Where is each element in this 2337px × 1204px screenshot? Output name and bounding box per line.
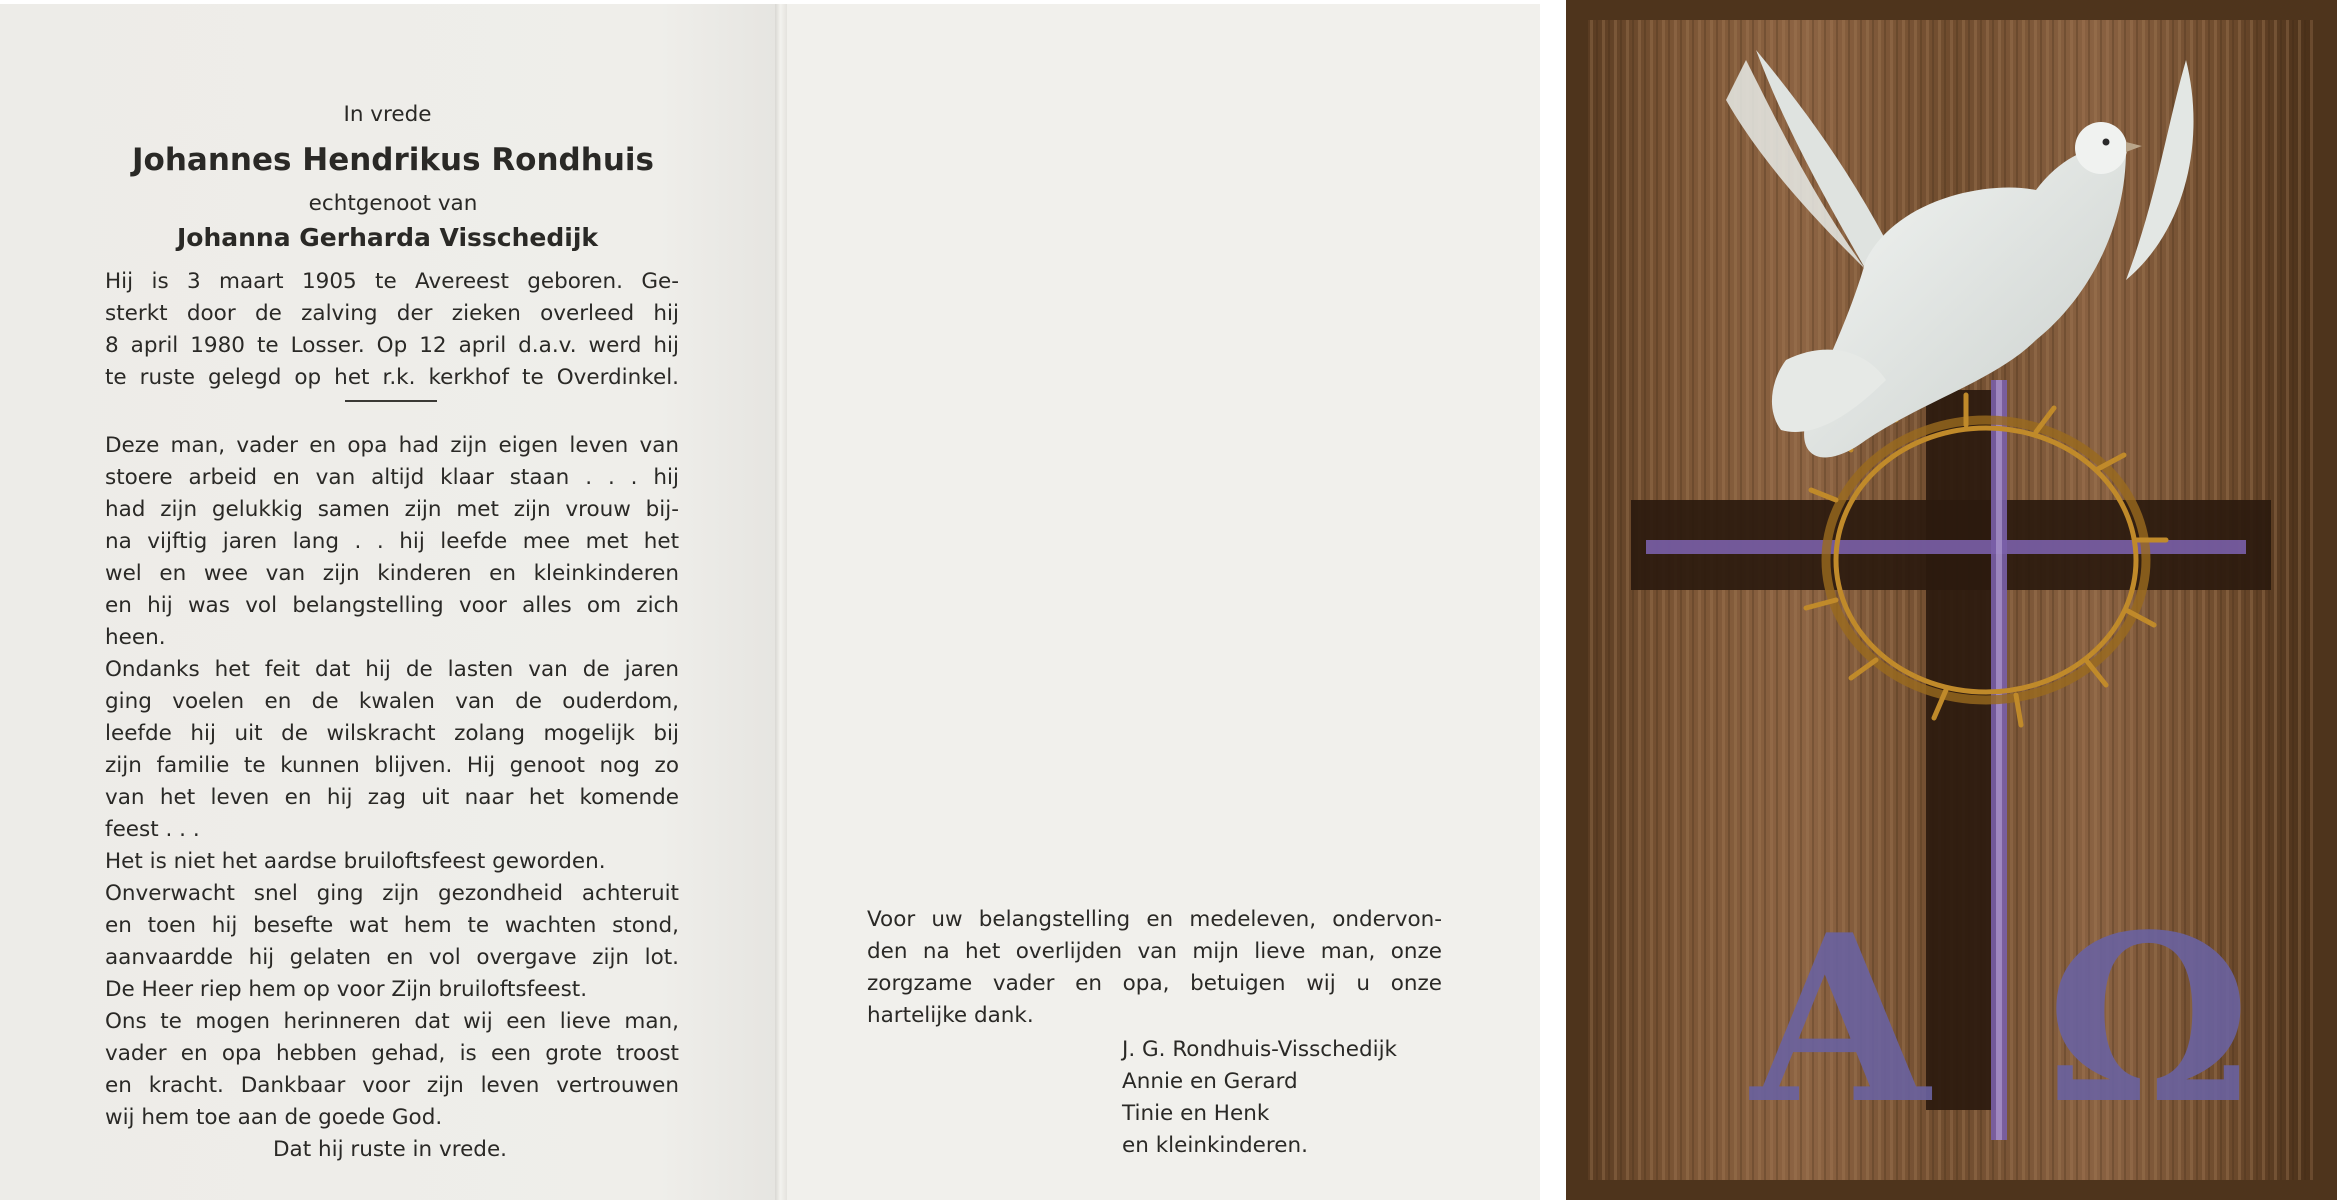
body-line-9: ging voelen en de kwalen van de ouderdom, xyxy=(105,689,679,714)
body-line-18: De Heer riep hem op voor Zijn bruiloftsfeest. xyxy=(105,977,588,1002)
body-line-22: wij hem toe aan de goede God. xyxy=(105,1105,443,1130)
bio-line-3: 8 april 1980 te Losser. Op 12 april d.a.v. werd hij xyxy=(105,333,679,358)
divider-line xyxy=(345,400,437,402)
thanks-line-2: den na het overlijden van mijn lieve man, onze xyxy=(867,939,1442,964)
bio-line-1: Hij is 3 maart 1905 te Avereest geboren. Ge- xyxy=(105,269,679,294)
bio-line-2: sterkt door de zalving der zieken overleed hij xyxy=(105,301,679,326)
body-line-13: feest . . . xyxy=(105,817,200,842)
deceased-name: Johannes Hendrikus Rondhuis xyxy=(132,142,654,178)
body-line-3: had zijn gelukkig samen zijn met zijn vrouw bij- xyxy=(105,497,679,522)
body-line-10: leefde hij uit de wilskracht zolang mogelijk bij xyxy=(105,721,679,746)
alpha-symbol: A xyxy=(1751,885,1930,1155)
artwork-svg xyxy=(1566,0,2337,1200)
body-line-6: en hij was vol belangstelling voor alles om zich xyxy=(105,593,679,618)
closing-text: Dat hij ruste in vrede. xyxy=(272,1137,508,1162)
body-line-2: stoere arbeid en van altijd klaar staan . . . hij xyxy=(105,465,679,490)
thanks-line-3: zorgzame vader en opa, betuigen wij u onze xyxy=(867,971,1442,996)
body-line-17: aanvaardde hij gelaten en vol overgave zijn lot. xyxy=(105,945,679,970)
body-line-7: heen. xyxy=(105,625,166,650)
thanks-line-4: hartelijke dank. xyxy=(867,1003,1034,1028)
signature-2: Annie en Gerard xyxy=(1122,1069,1298,1094)
signature-3: Tinie en Henk xyxy=(1122,1101,1270,1126)
body-line-14: Het is niet het aardse bruiloftsfeest geworden. xyxy=(105,849,606,874)
body-line-4: na vijftig jaren lang . . hij leefde mee met het xyxy=(105,529,679,554)
body-line-12: van het leven en hij zag uit naar het komende xyxy=(105,785,679,810)
spouse-name: Johanna Gerharda Visschedijk xyxy=(176,223,599,252)
body-line-5: wel en wee van zijn kinderen en kleinkinderen xyxy=(105,561,679,586)
body-line-8: Ondanks het feit dat hij de lasten van de jaren xyxy=(105,657,679,682)
body-line-21: en kracht. Dankbaar voor zijn leven vertrouwen xyxy=(105,1073,679,1098)
body-line-15: Onverwacht snel ging zijn gezondheid achteruit xyxy=(105,881,679,906)
body-line-19: Ons te mogen herinneren dat wij een lieve man, xyxy=(105,1009,679,1034)
card-artwork xyxy=(1566,0,2337,1200)
body-line-11: zijn familie te kunnen blijven. Hij genoot nog zo xyxy=(105,753,679,778)
thanks-line-1: Voor uw belangstelling en medeleven, ondervon- xyxy=(867,907,1442,932)
relation-text: echtgenoot van xyxy=(308,191,478,216)
thanks-panel xyxy=(787,4,1540,1200)
omega-symbol: Ω xyxy=(2046,885,2251,1155)
card-fold xyxy=(775,4,787,1200)
bio-line-4: te ruste gelegd op het r.k. kerkhof te Overdinkel. xyxy=(105,365,679,390)
body-line-20: vader en opa hebben gehad, is een grote troost xyxy=(105,1041,679,1066)
signature-4: en kleinkinderen. xyxy=(1122,1133,1308,1158)
body-line-1: Deze man, vader en opa had zijn eigen leven van xyxy=(105,433,679,458)
body-line-16: en toen hij besefte wat hem te wachten stond, xyxy=(105,913,679,938)
in-vrede-header: In vrede xyxy=(343,102,432,127)
signature-1: J. G. Rondhuis-Visschedijk xyxy=(1122,1037,1397,1062)
page-gap xyxy=(1540,0,1566,1200)
memorial-card xyxy=(0,4,1540,1200)
memorial-text-panel xyxy=(0,4,775,1200)
